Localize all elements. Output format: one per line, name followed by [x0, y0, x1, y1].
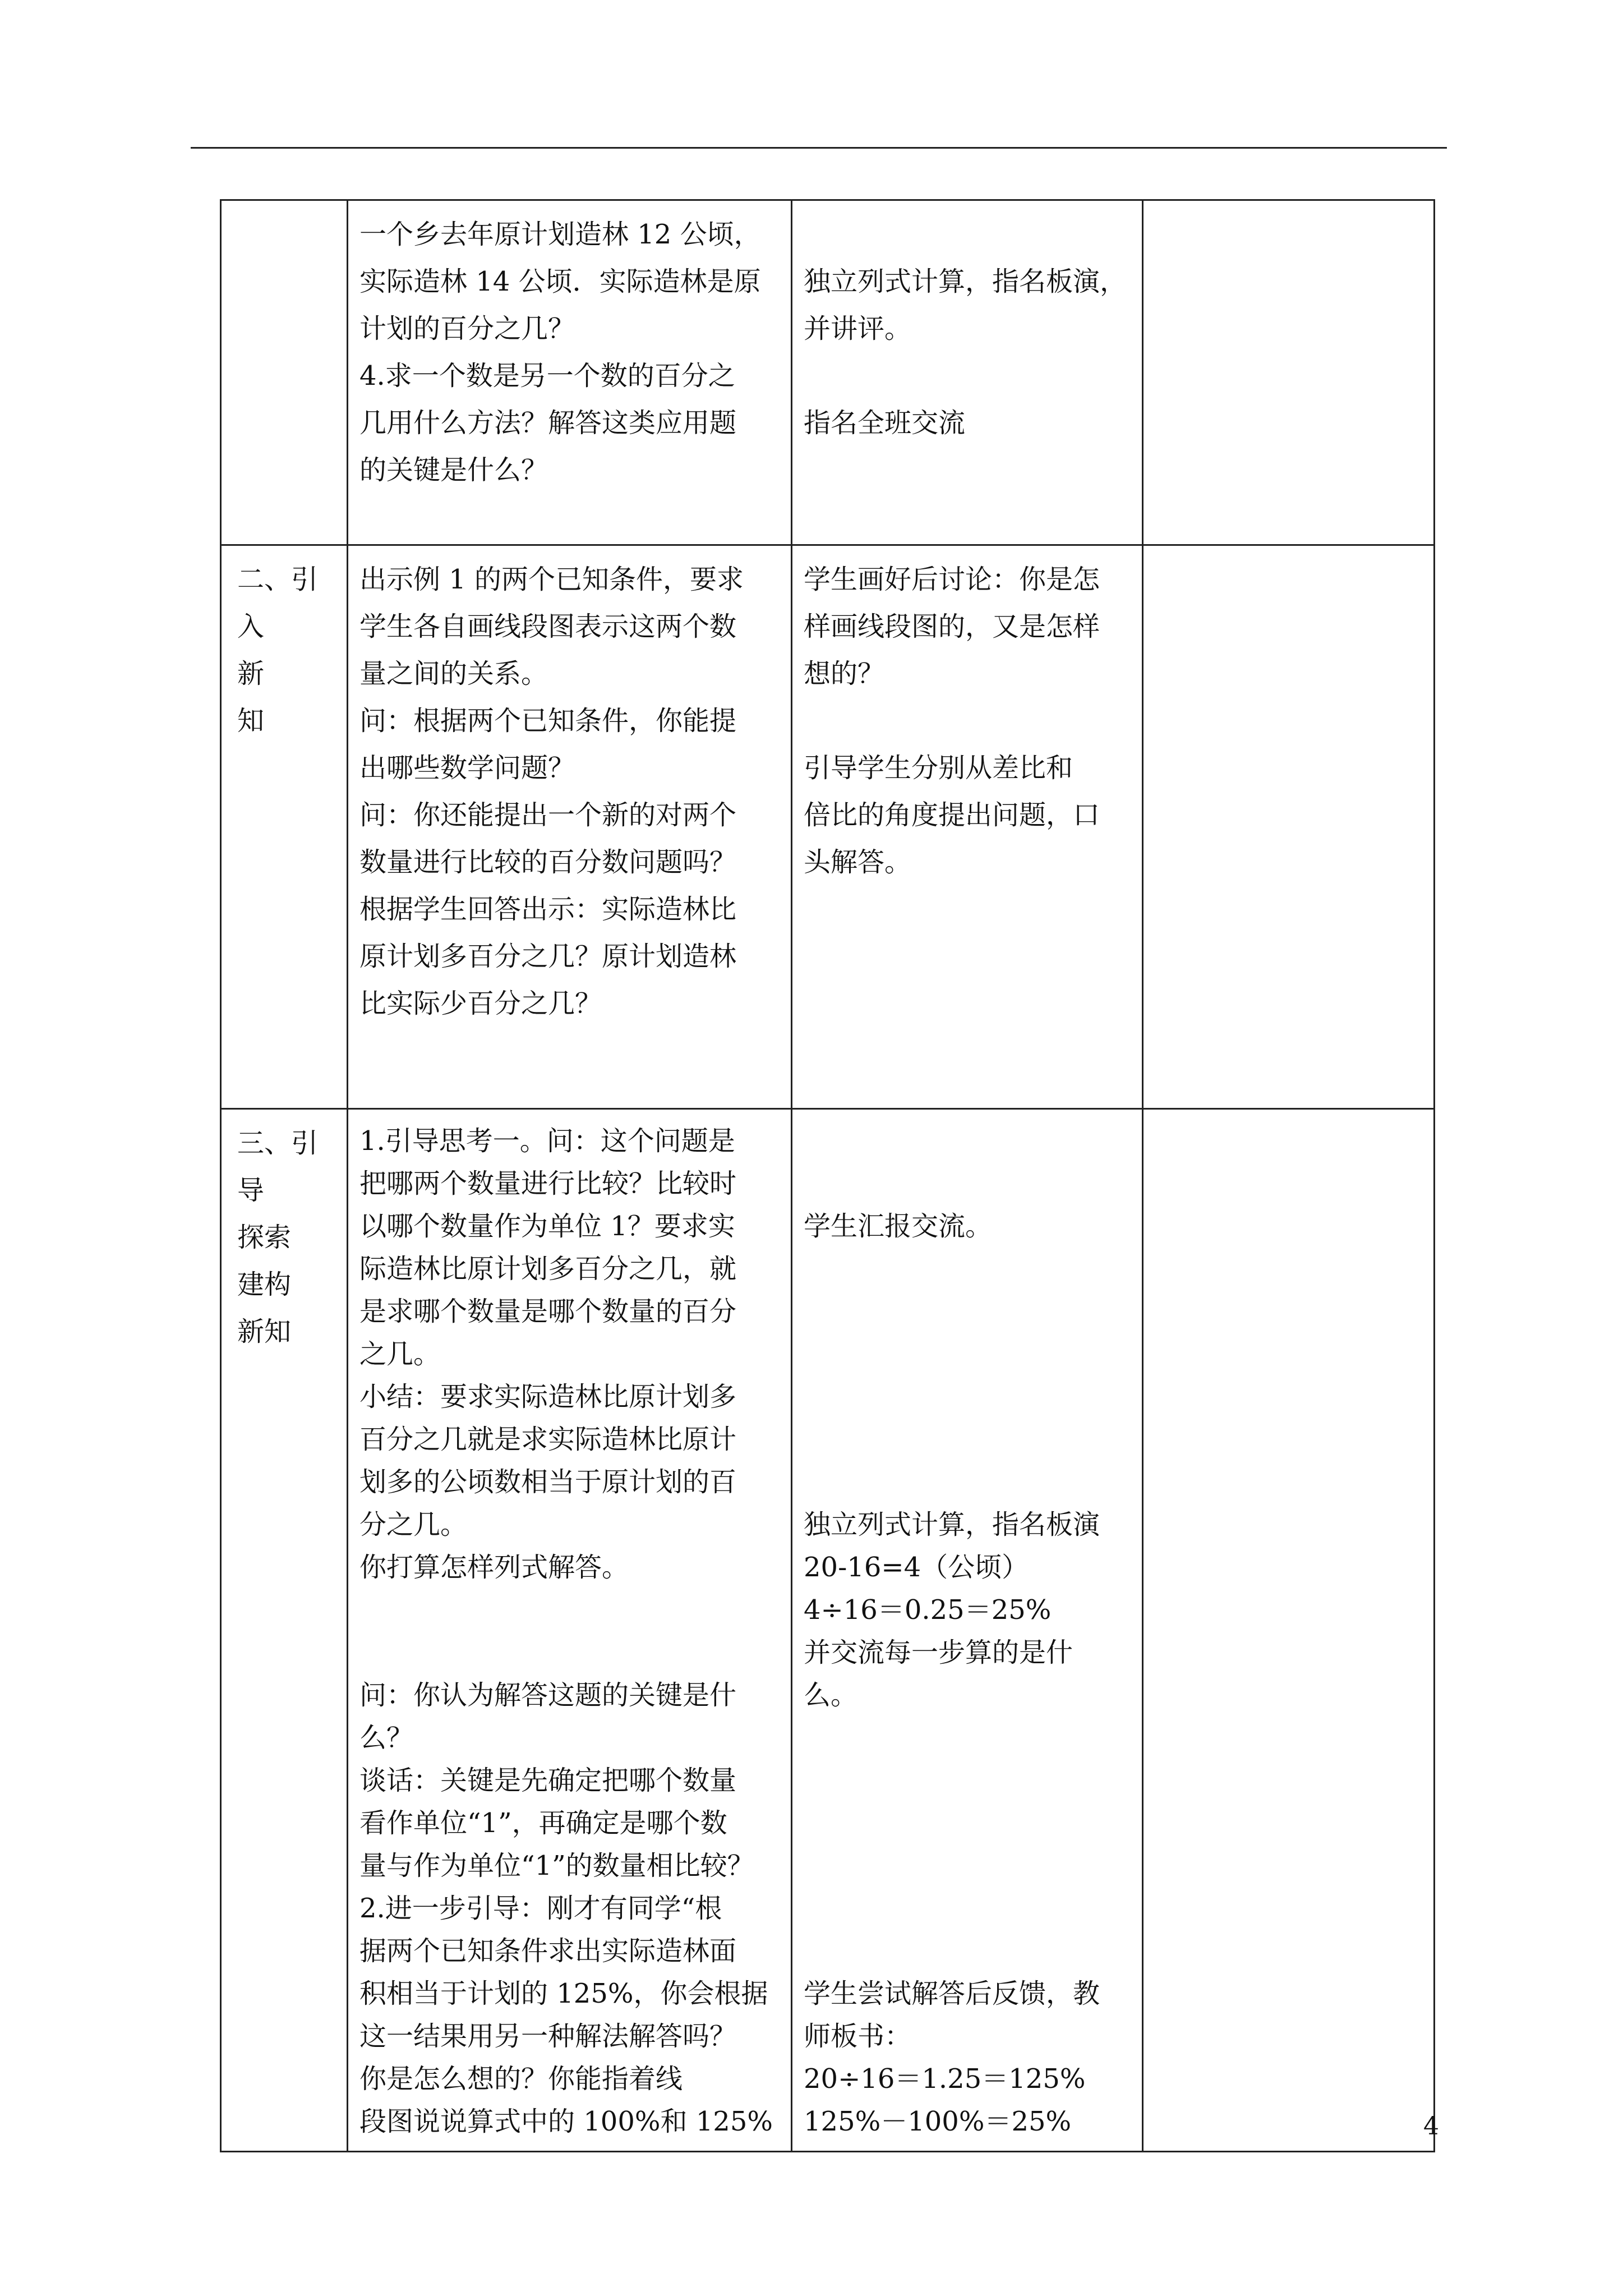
text-line: 据两个已知条件求出实际造林面	[359, 1935, 737, 1967]
text-line: 么？	[359, 1722, 414, 1754]
stage-label: 新知	[237, 1316, 292, 1347]
text-line: 并讲评。	[804, 313, 912, 344]
stage-label: 建构	[237, 1269, 292, 1300]
table-row	[221, 545, 1435, 1109]
text-line: 际造林比原计划多百分之几，就	[359, 1253, 737, 1285]
text-line: 问：根据两个已知条件，你能提	[359, 705, 737, 737]
stage-label: 导	[237, 1175, 265, 1206]
text-line: 量与作为单位“1”的数量相比较？	[359, 1850, 754, 1881]
text-line: 数量进行比较的百分数问题吗？	[359, 846, 737, 878]
text-line: 学生各自画线段图表示这两个数	[359, 611, 737, 642]
text-line: 原计划多百分之几？原计划造林	[359, 941, 737, 972]
text-line: 以哪个数量作为单位 1？要求实	[359, 1211, 735, 1242]
notes-cell	[1143, 545, 1435, 1109]
text-line: 是求哪个数量是哪个数量的百分	[359, 1296, 737, 1327]
stage-cell	[221, 200, 348, 545]
text-line: 谈话：关键是先确定把哪个数量	[359, 1765, 737, 1796]
header-rule	[191, 147, 1447, 149]
text-line: 的关键是什么？	[359, 454, 548, 486]
text-line: 倍比的角度提出问题，口	[804, 799, 1100, 831]
teacher-activity-cell	[348, 200, 792, 545]
text-line: 20-16=4（公顷）	[804, 1552, 1029, 1583]
text-line: 出示例 1 的两个已知条件，要求	[359, 564, 744, 595]
text-line: 独立列式计算，指名板演	[804, 1509, 1100, 1540]
text-line: 头解答。	[804, 846, 912, 878]
text-line: 一个乡去年原计划造林 12 公顷，	[359, 219, 761, 250]
text-line: 划多的公顷数相当于原计划的百	[359, 1466, 737, 1498]
text-line: 实际造林 14 公顷．实际造林是原	[359, 266, 761, 297]
stage-label: 探索	[237, 1222, 292, 1253]
text-line: 之几。	[359, 1338, 441, 1370]
text-line: 想的？	[804, 658, 885, 689]
page-number: 4	[1423, 2112, 1439, 2141]
text-line: 125%－100%＝25%	[804, 2106, 1072, 2137]
stage-label: 二、引	[237, 564, 319, 595]
text-line: 20÷16＝1.25＝125%	[804, 2063, 1086, 2095]
student-activity-cell	[792, 545, 1143, 1109]
text-line: 计划的百分之几？	[359, 313, 575, 344]
text-line: 出哪些数学问题？	[359, 752, 575, 784]
notes-cell	[1143, 200, 1435, 545]
text-line: 你打算怎样列式解答。	[359, 1552, 629, 1583]
text-line: 学生画好后讨论：你是怎	[804, 564, 1100, 595]
text-line: 独立列式计算，指名板演，	[804, 266, 1127, 297]
stage-label: 三、引	[237, 1128, 319, 1159]
table-row	[221, 200, 1435, 545]
teacher-activity-cell	[348, 545, 792, 1109]
text-line: 分之几。	[359, 1509, 468, 1540]
text-line: 4÷16＝0.25＝25%	[804, 1594, 1052, 1626]
text-line: 积相当于计划的 125%，你会根据	[359, 1978, 768, 2009]
text-line: 问：你还能提出一个新的对两个	[359, 799, 737, 831]
stage-label: 新	[237, 658, 265, 689]
text-line: 学生汇报交流。	[804, 1211, 993, 1242]
text-line: 样画线段图的，又是怎样	[804, 611, 1100, 642]
text-line: 把哪两个数量进行比较？比较时	[359, 1168, 737, 1199]
text-line: 小结：要求实际造林比原计划多	[359, 1381, 737, 1412]
notes-cell	[1143, 1109, 1435, 2152]
lesson-plan-table	[220, 199, 1435, 2152]
text-line: 这一结果用另一种解法解答吗？	[359, 2021, 737, 2052]
text-line: 几用什么方法？解答这类应用题	[359, 407, 737, 439]
text-line: 4.求一个数是另一个数的百分之	[359, 360, 735, 392]
text-line: 段图说说算式中的 100%和 125%	[359, 2106, 773, 2137]
text-line: 师板书：	[804, 2021, 912, 2052]
stage-label: 知	[237, 705, 265, 737]
text-line: 根据学生回答出示：实际造林比	[359, 894, 737, 925]
text-line: 百分之几就是求实际造林比原计	[359, 1424, 737, 1455]
stage-cell	[221, 1109, 348, 2152]
text-line: 看作单位“1”，再确定是哪个数	[359, 1807, 727, 1839]
text-line: 1.引导思考一。问：这个问题是	[359, 1125, 735, 1157]
text-line: 你是怎么想的？你能指着线	[359, 2063, 683, 2095]
text-line: 引导学生分别从差比和	[804, 752, 1073, 784]
text-line: 指名全班交流	[804, 407, 966, 439]
text-line: 学生尝试解答后反馈，教	[804, 1978, 1100, 2009]
student-activity-cell	[792, 200, 1143, 545]
text-line: 么。	[804, 1680, 858, 1711]
text-line: 并交流每一步算的是什	[804, 1637, 1073, 1668]
stage-cell	[221, 545, 348, 1109]
student-activity-cell	[792, 1109, 1143, 2152]
teacher-activity-cell	[348, 1109, 792, 2152]
table-row	[221, 1109, 1435, 2152]
text-line: 比实际少百分之几？	[359, 988, 602, 1019]
stage-label: 入	[237, 611, 265, 642]
text-line: 量之间的关系。	[359, 658, 548, 689]
text-line: 问：你认为解答这题的关键是什	[359, 1680, 737, 1711]
text-line: 2.进一步引导：刚才有同学“根	[359, 1893, 722, 1924]
